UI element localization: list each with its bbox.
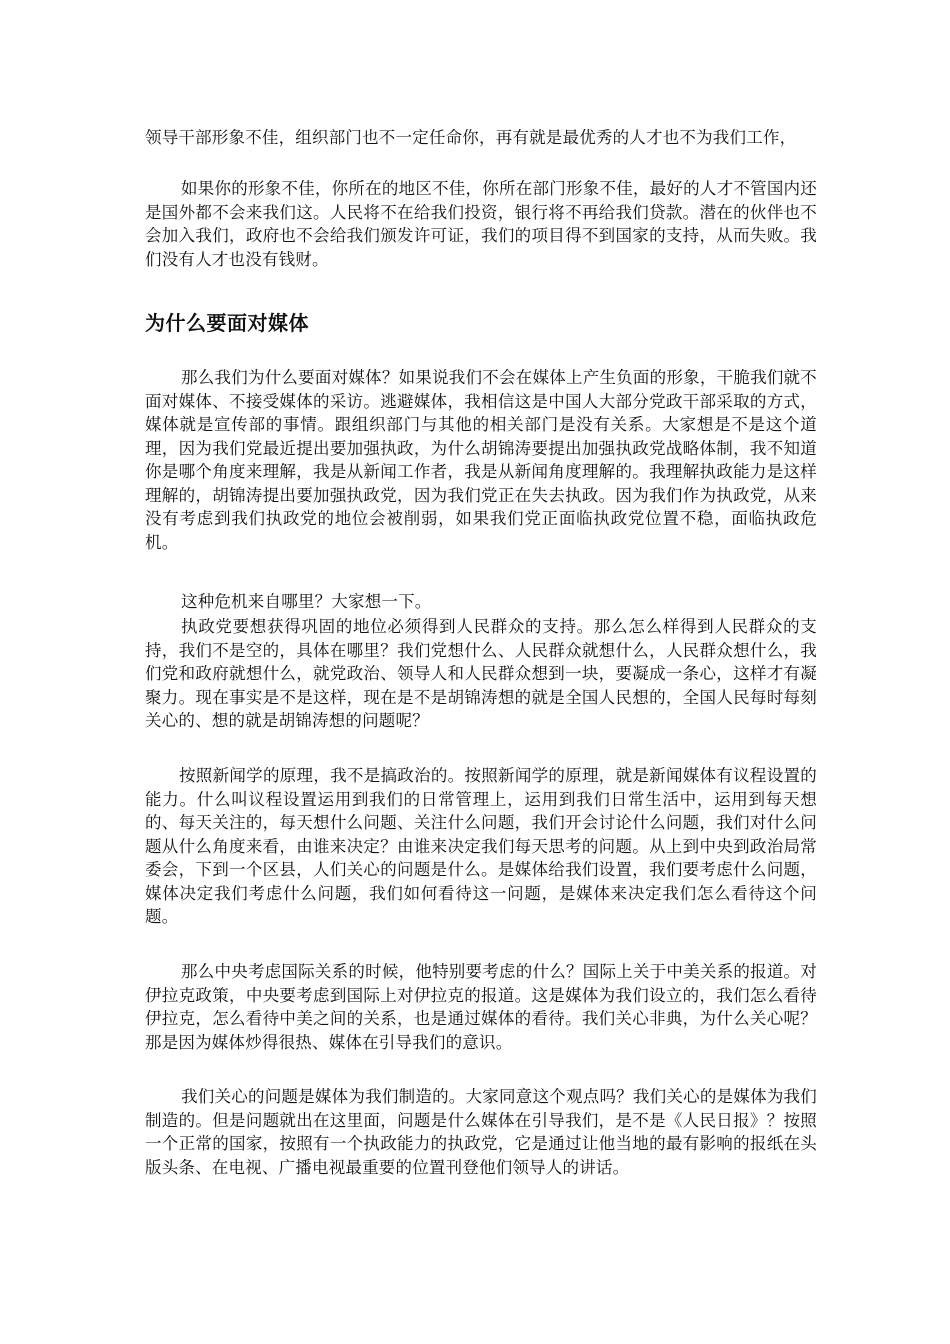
intro-paragraph-1: 领导干部形象不佳，组织部门也不一定任命你，再有就是最优秀的人才也不为我们工作，	[145, 128, 797, 147]
body-paragraph-5: 那么中央考虑国际关系的时候，他特别要考虑的什么？国际上关于中美关系的报道。对伊拉克政策，中央要考虑到国际上对伊拉克的报道。这是媒体为我们设立的，我们怎么看待伊拉克，怎么看待中美之间的关系，也是通过媒体的看待。我们关心非典，为什么关心呢？那是因为媒体炒得很热、媒体在引导我们的意识。	[145, 962, 817, 1052]
body-paragraph-6: 我们关心的问题是媒体为我们制造的。大家同意这个观点吗？我们关心的是媒体为我们制造的。但是问题就出在这里面，问题是什么媒体在引导我们，是不是《人民日报》？按照一个正常的国家，按照有一个执政能力的执政党，它是通过让他当地的最有影响的报纸在头版头条、在电视、广播电视最重要的位置刊登他们领导人的讲话。	[145, 1087, 817, 1177]
body-paragraph-2: 这种危机来自哪里？大家想一下。	[181, 592, 432, 611]
body-paragraph-3: 执政党要想获得巩固的地位必须得到人民群众的支持。那么怎么样得到人民群众的支持，我们不是空的，具体在哪里？我们党想什么、人民群众就想什么，人民群众想什么，我们党和政府就想什么，就党政治、领导人和人民群众想到一块，要凝成一条心，这样才有凝聚力。现在事实是不是这样，现在是不是胡锦涛想的就是全国人民想的，全国人民每时每刻关心的、想的就是胡锦涛想的问题呢？	[145, 617, 817, 730]
section-heading: 为什么要面对媒体	[145, 311, 309, 335]
body-paragraph-4: 按照新闻学的原理，我不是搞政治的。按照新闻学的原理，就是新闻媒体有议程设置的能力。什么叫议程设置运用到我们的日常管理上，运用到我们日常生活中，运用到每天想的、每天关注的，每天想什么问题、关注什么问题，我们开会讨论什么问题，我们对什么问题从什么角度来看，由谁来决定？由谁来决定我们每天思考的问题。从上到中央到政治局常委会，下到一个区县，人们关心的问题是什么。是媒体给我们设置，我们要考虑什么问题，媒体决定我们考虑什么问题，我们如何看待这一问题，是媒体来决定我们怎么看待这个问题。	[145, 766, 817, 926]
body-paragraph-1: 那么我们为什么要面对媒体？如果说我们不会在媒体上产生负面的形象，干脆我们就不面对媒体、不接受媒体的采访。逃避媒体，我相信这是中国人大部分党政干部采取的方式，媒体就是宣传部的事情。跟组织部门与其他的相关部门是没有关系。大家想是不是这个道理，因为我们党最近提出要加强执政，为什么胡锦涛要提出加强执政党战略体制，我不知道你是哪个角度来理解，我是从新闻工作者，我是从新闻角度理解的。我理解执政能力是这样理解的，胡锦涛提出要加强执政党，因为我们党正在失去执政。因为我们作为执政党，从来没有考虑到我们执政党的地位会被削弱，如果我们党正面临执政党位置不稳，面临执政危机。	[145, 368, 817, 552]
intro-paragraph-2: 如果你的形象不佳，你所在的地区不佳，你所在部门形象不佳，最好的人才不管国内还是国外都不会来我们这。人民将不在给我们投资，银行将不再给我们贷款。潜在的伙伴也不会加入我们，政府也不会给我们颁发许可证，我们的项目得不到国家的支持，从而失败。我们没有人才也没有钱财。	[145, 179, 817, 269]
